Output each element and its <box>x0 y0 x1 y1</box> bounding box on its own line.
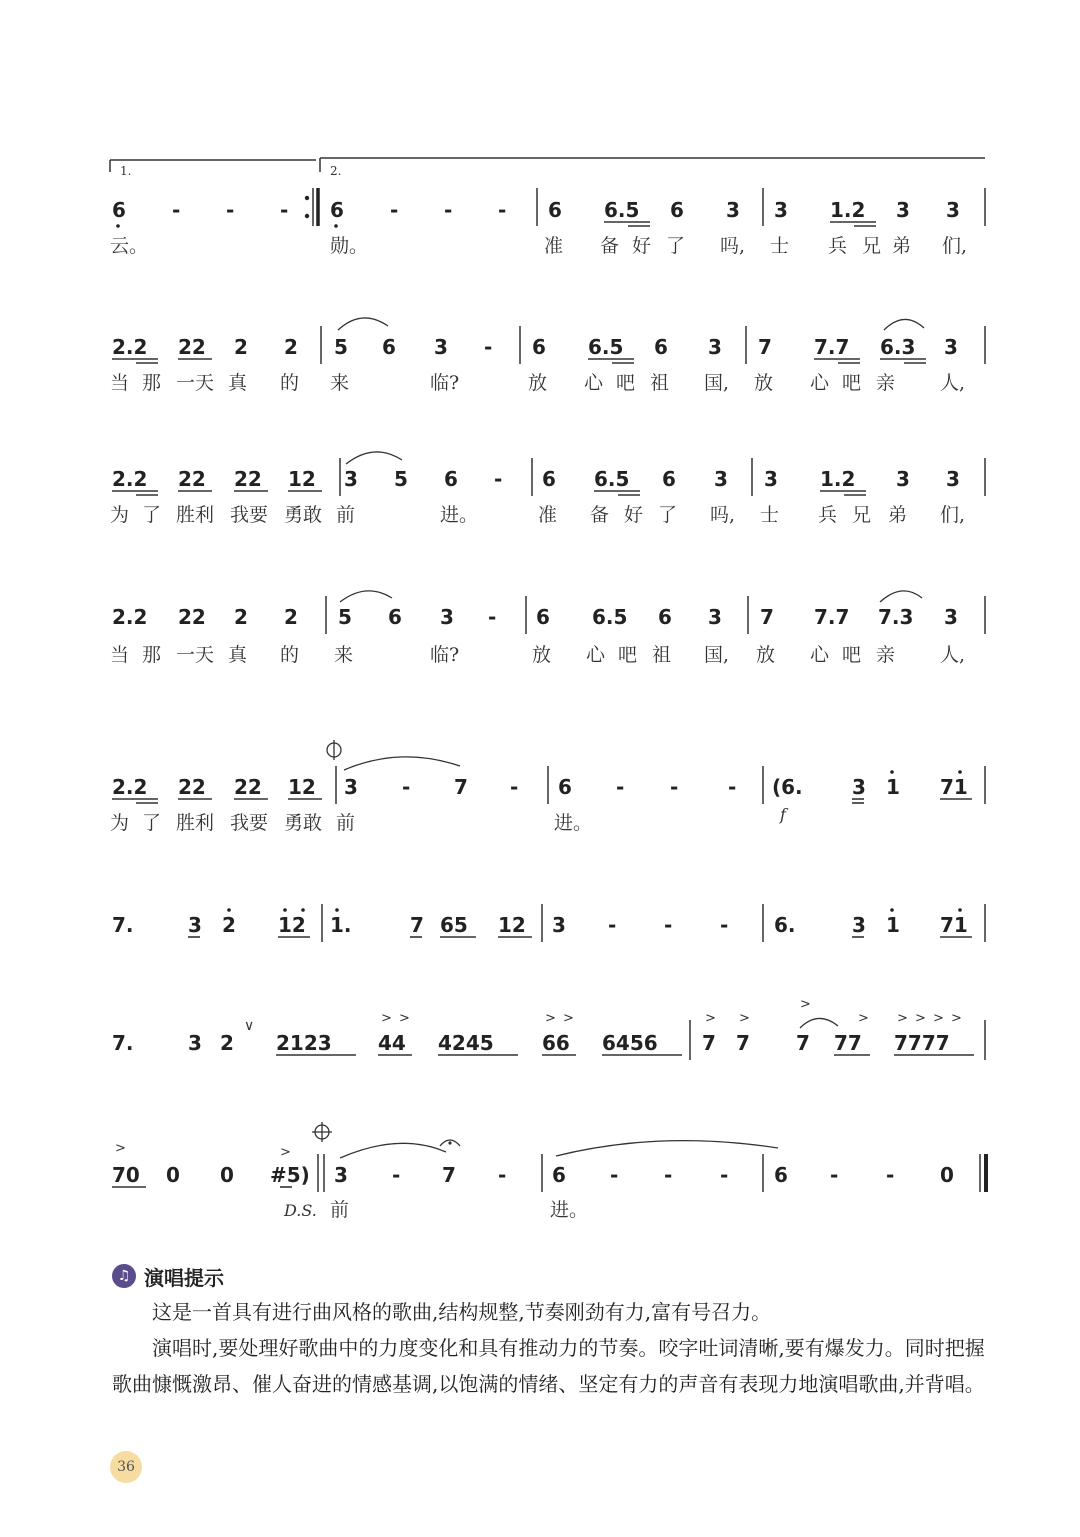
note: 71 <box>940 775 968 799</box>
note: 2.2 <box>112 467 148 491</box>
lyric: 真 <box>228 644 248 666</box>
lyric: 真 <box>228 372 248 394</box>
slur <box>340 1143 446 1158</box>
lyric: 了 <box>142 812 162 834</box>
note: 2 <box>284 605 298 629</box>
note: 3 <box>852 913 866 937</box>
note: - <box>886 1163 895 1187</box>
accent-mark: > <box>563 1011 574 1026</box>
lyric: 临? <box>430 644 460 666</box>
note: - <box>172 198 181 222</box>
note: 6 <box>330 198 344 222</box>
note: - <box>444 198 453 222</box>
note: 22 <box>178 467 206 491</box>
lyric: 准 <box>538 504 558 526</box>
lyric: 吧 <box>842 372 862 394</box>
note: 65 <box>440 913 468 937</box>
lyric: 了 <box>142 504 162 526</box>
lyric: 了 <box>666 235 686 257</box>
note: 6 <box>552 1163 566 1187</box>
lyric: 国, <box>704 372 730 394</box>
accent-mark: > <box>399 1011 410 1026</box>
note: 2 <box>234 605 248 629</box>
note: 7 <box>454 775 468 799</box>
score-row-7 <box>112 997 985 1060</box>
note: 3 <box>944 605 958 629</box>
note: 2 <box>284 335 298 359</box>
note: 44 <box>378 1031 406 1055</box>
note: 7. <box>112 1031 134 1055</box>
slur <box>340 591 392 602</box>
lyric: 士 <box>760 504 780 526</box>
accent-mark: > <box>381 1011 392 1026</box>
lyric: 勇敢 <box>284 812 323 834</box>
hint-paragraph: 这是一首具有进行曲风格的歌曲,结构规整,节奏刚劲有力,富有号召力。 <box>152 1300 772 1324</box>
note: - <box>498 1163 507 1187</box>
note: - <box>608 913 617 937</box>
note: 2 <box>234 335 248 359</box>
note: 6.5 <box>594 467 630 491</box>
lyric: 前 <box>336 504 356 526</box>
note: 7 <box>410 913 424 937</box>
repeat-dot <box>305 214 309 218</box>
lyric: 弟 <box>892 235 912 257</box>
repeat-dot <box>305 196 309 200</box>
note: - <box>616 775 625 799</box>
note: 3 <box>946 467 960 491</box>
note: - <box>484 335 493 359</box>
breath-mark: ∨ <box>244 1018 255 1034</box>
lyric: 好 <box>624 504 644 526</box>
note: - <box>610 1163 619 1187</box>
note: 0 <box>220 1163 234 1187</box>
note: 0 <box>166 1163 180 1187</box>
high-octave-dot <box>958 908 962 912</box>
note: 6 <box>774 1163 788 1187</box>
note: 3 <box>188 913 202 937</box>
singing-hint-header <box>112 1262 224 1290</box>
note: 22 <box>178 335 206 359</box>
accent-mark: > <box>545 1011 556 1026</box>
lyric: 人, <box>940 644 966 666</box>
note: - <box>510 775 519 799</box>
note: 3 <box>946 198 960 222</box>
coda-icon <box>312 1122 332 1142</box>
note: - <box>830 1163 839 1187</box>
singing-hint-body <box>112 1294 992 1402</box>
accent-mark: > <box>705 1011 716 1026</box>
coda-icon <box>327 740 341 760</box>
note: 1 <box>886 913 900 937</box>
note: 7 <box>442 1163 456 1187</box>
note: 6.3 <box>880 335 916 359</box>
lyric: 准 <box>544 235 564 257</box>
high-octave-dot <box>890 908 894 912</box>
lyric: 云。 <box>110 235 149 257</box>
lyric: 吧 <box>618 644 638 666</box>
lyric: 弟 <box>888 504 908 526</box>
note: 1.2 <box>820 467 856 491</box>
note: 5 <box>334 335 348 359</box>
note: 66 <box>542 1031 570 1055</box>
slur <box>346 452 402 464</box>
note: 7 <box>758 335 772 359</box>
note: 3 <box>708 335 722 359</box>
accent-mark: > <box>115 1141 126 1156</box>
note: 2 <box>220 1031 234 1055</box>
lyric: 吧 <box>616 372 636 394</box>
lyric: 进。 <box>554 812 593 834</box>
note: 6456 <box>602 1031 658 1055</box>
accent-mark: > <box>739 1011 750 1026</box>
lyric: 心 <box>810 644 830 666</box>
note: 6 <box>444 467 458 491</box>
volta-1-label: 1. <box>120 164 132 178</box>
slur <box>344 757 460 770</box>
lyric: 亲 <box>876 372 896 394</box>
note: 6 <box>382 335 396 359</box>
lyric: 的 <box>280 372 300 394</box>
note: 2123 <box>276 1031 332 1055</box>
lyric: 了 <box>658 504 678 526</box>
lyric: 来 <box>334 644 354 666</box>
slur <box>884 319 924 330</box>
note: 70 <box>112 1163 140 1187</box>
accent-mark: > <box>951 1011 962 1026</box>
lyric: 们, <box>940 504 966 526</box>
music-note-icon: ♫ <box>112 1264 136 1288</box>
note: - <box>728 775 737 799</box>
lyric: 放 <box>756 644 776 666</box>
note: 22 <box>178 775 206 799</box>
note: 6. <box>774 913 796 937</box>
note: 6.5 <box>592 605 628 629</box>
lyric: 为 <box>110 812 130 834</box>
lyric: 当 <box>110 372 130 394</box>
note: 7.3 <box>878 605 914 629</box>
note: - <box>720 913 729 937</box>
score-row-6 <box>112 904 985 942</box>
lyric: 胜利 <box>176 812 215 834</box>
lyric: 来 <box>330 372 350 394</box>
accent-mark: > <box>858 1011 869 1026</box>
score-row-2 <box>110 318 985 394</box>
note: - <box>488 605 497 629</box>
note: 7. <box>112 913 134 937</box>
note: 4245 <box>438 1031 494 1055</box>
note: 5 <box>338 605 352 629</box>
note: 7 <box>702 1031 716 1055</box>
fermata-icon <box>440 1140 460 1146</box>
slur <box>880 591 922 602</box>
note: 3 <box>440 605 454 629</box>
note: - <box>280 198 289 222</box>
lyric: 一天 <box>176 372 215 394</box>
note: 3 <box>344 775 358 799</box>
note: 5 <box>394 467 408 491</box>
lyric: 勋。 <box>330 235 369 257</box>
note: 22 <box>178 605 206 629</box>
lyric: 好 <box>632 235 652 257</box>
lyric: 我要 <box>230 812 269 834</box>
lyric: 备 <box>600 235 620 257</box>
high-octave-dot <box>227 908 231 912</box>
lyric: 一天 <box>176 644 215 666</box>
slur <box>556 1141 778 1156</box>
note: 3 <box>344 467 358 491</box>
note: 3 <box>726 198 740 222</box>
page-number: 36 <box>110 1451 142 1483</box>
lyric: 前 <box>336 812 356 834</box>
low-octave-dot <box>116 224 120 228</box>
lyric: 的 <box>280 644 300 666</box>
note: 6 <box>112 198 126 222</box>
note: (6. <box>772 775 803 799</box>
lyric: 放 <box>754 372 774 394</box>
note: 3 <box>714 467 728 491</box>
note: 6.5 <box>604 198 640 222</box>
note: - <box>720 1163 729 1187</box>
lyric: 心 <box>584 372 604 394</box>
note: 71 <box>940 913 968 937</box>
lyric: 国, <box>704 644 730 666</box>
note: 12 <box>288 775 316 799</box>
lyric: 心 <box>810 372 830 394</box>
note: - <box>670 775 679 799</box>
lyric: 放 <box>532 644 552 666</box>
note: 3 <box>764 467 778 491</box>
high-octave-dot <box>335 908 339 912</box>
note: 6 <box>654 335 668 359</box>
lyric: 人, <box>940 372 966 394</box>
accent-mark: > <box>897 1011 908 1026</box>
note: 3 <box>774 198 788 222</box>
lyric: 士 <box>770 235 790 257</box>
lyric: 兄 <box>852 504 872 526</box>
lyric: 兵 <box>818 504 838 526</box>
note: 1.2 <box>830 198 866 222</box>
note: 6 <box>548 198 562 222</box>
note: 12 <box>498 913 526 937</box>
note: 7.7 <box>814 335 850 359</box>
lyric: 为 <box>110 504 130 526</box>
note: 7 <box>796 1031 810 1055</box>
note: 3 <box>896 198 910 222</box>
lyric: 祖 <box>652 644 672 666</box>
note: 12 <box>278 913 306 937</box>
lyric: 兄 <box>862 235 882 257</box>
note: 2.2 <box>112 775 148 799</box>
lyric: 临? <box>430 372 460 394</box>
note: 22 <box>234 467 262 491</box>
accent-marks <box>381 997 962 1026</box>
note: - <box>494 467 503 491</box>
note: 3 <box>188 1031 202 1055</box>
note: 6 <box>542 467 556 491</box>
slur <box>800 1018 838 1028</box>
note: 2 <box>222 913 236 937</box>
lyric: 前 <box>330 1199 350 1221</box>
singing-hint-title: 演唱提示 <box>144 1265 224 1290</box>
score-row-4 <box>110 591 985 666</box>
lyric: 那 <box>142 644 162 666</box>
accent-mark: > <box>933 1011 944 1026</box>
note: 12 <box>288 467 316 491</box>
note: 6 <box>536 605 550 629</box>
note: 6 <box>658 605 672 629</box>
ds-marking: D.S. <box>284 1201 317 1220</box>
lyric: 亲 <box>876 644 896 666</box>
lyric: 们, <box>942 235 968 257</box>
lyric: 当 <box>110 644 130 666</box>
note: 6 <box>670 198 684 222</box>
note: 6 <box>388 605 402 629</box>
note: 7 <box>760 605 774 629</box>
score-row-1 <box>110 158 985 257</box>
low-octave-dot <box>334 224 338 228</box>
lyric: 吧 <box>842 644 862 666</box>
lyric: 吗, <box>710 504 736 526</box>
note: 3 <box>896 467 910 491</box>
note: 3 <box>708 605 722 629</box>
accent-mark: > <box>915 1011 926 1026</box>
note: - <box>390 198 399 222</box>
accent-mark: > <box>280 1145 291 1160</box>
note: - <box>392 1163 401 1187</box>
note: 3 <box>552 913 566 937</box>
note: 3 <box>944 335 958 359</box>
note: 22 <box>234 775 262 799</box>
note: 6.5 <box>588 335 624 359</box>
note: - <box>664 913 673 937</box>
high-octave-dot <box>958 770 962 774</box>
score-row-5 <box>110 740 985 834</box>
volta-2-label: 2. <box>330 164 342 178</box>
note: 3 <box>852 775 866 799</box>
lyric: 吗, <box>720 235 746 257</box>
hint-paragraph: 演唱时,要处理好歌曲中的力度变化和具有推动力的节奏。咬字吐词清晰,要有爆发力。同时把握歌曲慷慨激昂、催人奋进的情感基调,以饱满的情绪、坚定有力的声音有表现力地演唱歌曲,并背唱。 <box>112 1336 985 1396</box>
note: 0 <box>940 1163 954 1187</box>
lyric: 进。 <box>440 504 479 526</box>
lyric: 我要 <box>230 504 269 526</box>
lyric: 勇敢 <box>284 504 323 526</box>
note: - <box>498 198 507 222</box>
slur <box>338 318 388 330</box>
note: #5) <box>270 1163 310 1187</box>
note: 6 <box>558 775 572 799</box>
note: 2.2 <box>112 605 148 629</box>
score-row-8 <box>112 1122 986 1221</box>
accent-mark: > <box>800 997 811 1012</box>
lyric: 兵 <box>828 235 848 257</box>
lyric: 那 <box>142 372 162 394</box>
note: 6 <box>532 335 546 359</box>
lyric: 放 <box>528 372 548 394</box>
dynamic-mark: f <box>780 805 786 824</box>
lyric: 进。 <box>550 1199 589 1221</box>
note: 3 <box>434 335 448 359</box>
note: 77 <box>834 1031 862 1055</box>
note: - <box>402 775 411 799</box>
note: 3 <box>334 1163 348 1187</box>
high-octave-dot <box>890 770 894 774</box>
note: - <box>226 198 235 222</box>
high-octave-dot <box>301 908 305 912</box>
note: 7777 <box>894 1031 950 1055</box>
note: 1 <box>886 775 900 799</box>
lyric: 备 <box>590 504 610 526</box>
note: 7 <box>736 1031 750 1055</box>
note: 6 <box>662 467 676 491</box>
lyric: 祖 <box>650 372 670 394</box>
note: 2.2 <box>112 335 148 359</box>
lyric: 心 <box>586 644 606 666</box>
note: 7.7 <box>814 605 850 629</box>
high-octave-dot <box>283 908 287 912</box>
note: 1. <box>330 913 352 937</box>
note: - <box>664 1163 673 1187</box>
lyric: 胜利 <box>176 504 215 526</box>
score-row-3 <box>110 452 985 526</box>
